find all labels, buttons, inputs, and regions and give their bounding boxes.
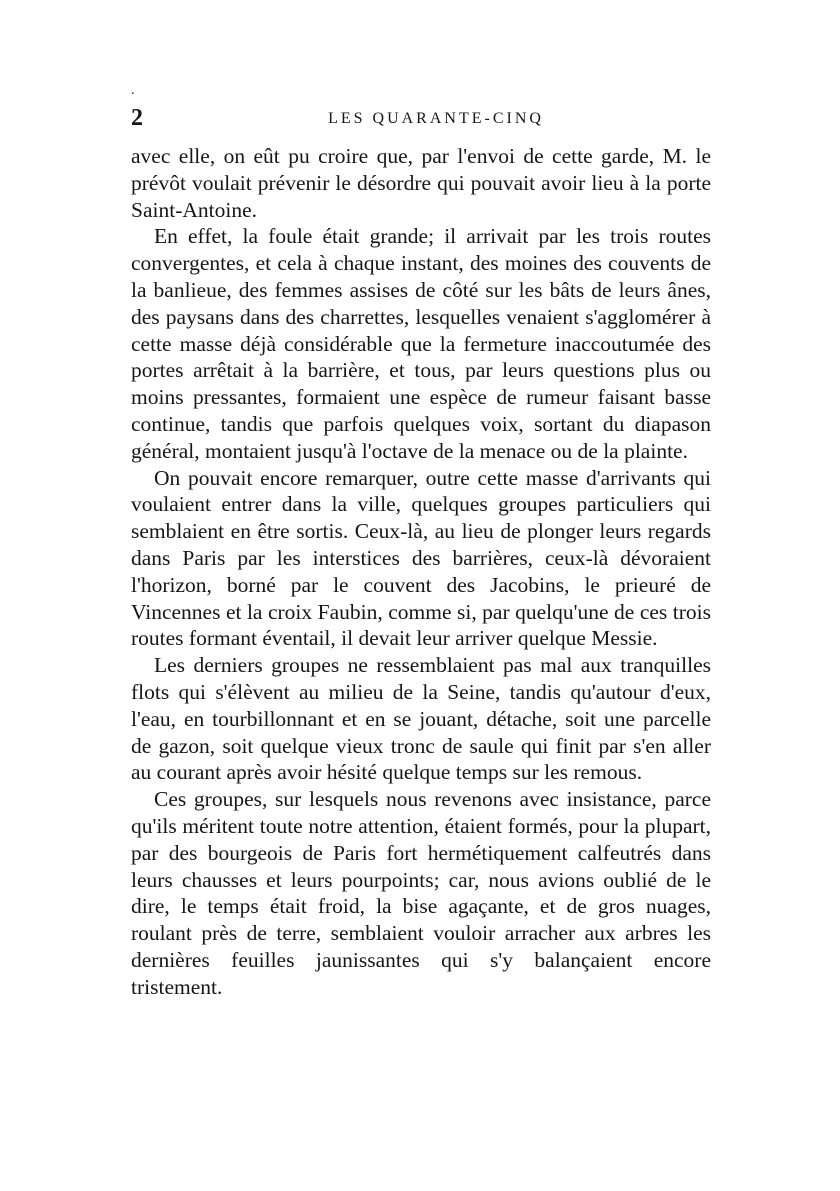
paragraph-5: Ces groupes, sur lesquels nous revenons avec insistance, parce qu'ils méritent toute notre attention, étaient formés, pour la plupart, par des bourgeois de Paris fort hermétiquement calfeutrés dans leurs chausses et leurs pourpoints; car, nous avions oublié de le dire, le temps était froid, la bise agaçante, et de gros nuages, roulant près de terre, semblaient vouloir arracher aux arbres les dernières feuilles jaunissantes qui s'y balançaient encore tristement. xyxy=(131,787,711,999)
body-text xyxy=(131,143,711,1001)
running-title: LES QUARANTE-CINQ xyxy=(328,110,544,127)
page-number: 2 xyxy=(131,105,143,131)
paragraph-4: Les derniers groupes ne ressemblaient pas mal aux tranquilles flots qui s'élèvent au milieu de la Seine, tandis qu'autour d'eux, l'eau, en tourbillonnant et en se jouant, détache, soit une parcelle de gazon, soit quelque vieux tronc de saule qui finit par s'en aller au courant après avoir hésité quelque temps sur les remous. xyxy=(131,653,711,785)
paragraph-2: En effet, la foule était grande; il arrivait par les trois routes convergentes, et cela à chaque instant, des moines des couvents de la banlieue, des femmes assises de côté sur les bâts de leurs ânes, des paysans dans des charrettes, lesquelles venaient s'agglomérer à cette masse déjà considérable que la fermeture inaccoutumée des portes arrêtait à la barrière, et tous, par leurs questions plus ou moins pressantes, formaient une espèce de rumeur faisant basse continue, tandis que parfois quelques voix, sortant du diapason général, montaient jusqu'à l'octave de la menace ou de la plainte. xyxy=(131,224,711,463)
paragraph-1: avec elle, on eût pu croire que, par l'envoi de cette garde, M. le prévôt voulait prévenir le désordre qui pouvait avoir lieu à la porte Saint-Antoine. xyxy=(131,144,711,222)
paragraph-3: On pouvait encore remarquer, outre cette masse d'arrivants qui voulaient entrer dans la ville, quelques groupes particuliers qui semblaient en être sortis. Ceux-là, au lieu de plonger leurs regards dans Paris par les interstices des barrières, ceux-là dévoraient l'horizon, borné par le couvent des Jacobins, le prieuré de Vincennes et la croix Faubin, comme si, par quelqu'une de ces trois routes formant éventail, il devait leur arriver quelque Messie. xyxy=(131,465,711,651)
page-header xyxy=(131,103,711,133)
page-dot-mark: . xyxy=(131,83,135,98)
